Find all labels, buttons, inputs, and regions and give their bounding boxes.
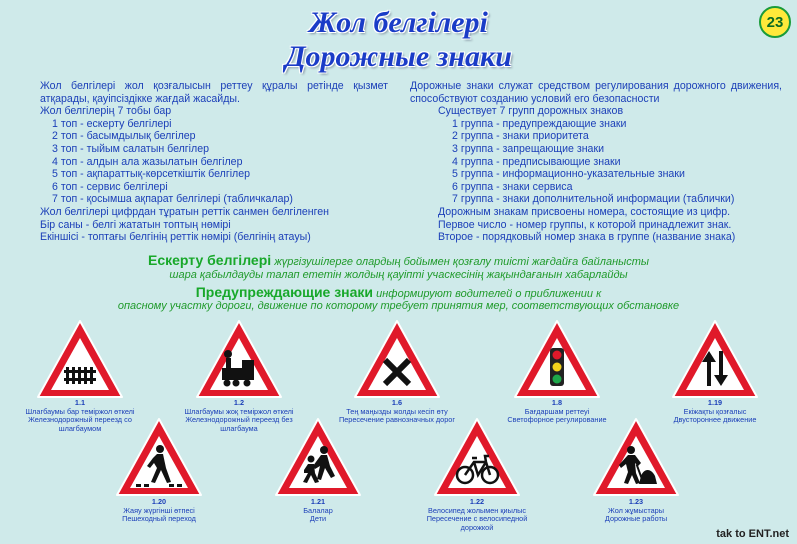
sign-number: 1.19 — [707, 398, 723, 407]
sign-name-kz: Шлагбаумы бар теміржол өткелі — [25, 406, 135, 416]
right-line: 4 группа - предписывающие знаки — [452, 155, 621, 168]
sign-number: 1.8 — [551, 398, 563, 407]
warning-kz-heading: Ескерту белгілері — [147, 252, 272, 268]
sign-number: 1.1 — [74, 398, 86, 407]
sign-1-8 — [512, 318, 602, 400]
right-line: Первое число - номер группы, к которой принадлежит знак. — [438, 218, 732, 231]
sign-name-kz: Жол жұмыстары — [608, 505, 664, 515]
sign-name-ru: Пешеходный переход — [122, 514, 196, 524]
right-line: Существует 7 групп дорожных знаков — [438, 105, 624, 118]
sign-name-ru: Дети — [309, 514, 327, 524]
sign-number: 1.2 — [233, 398, 245, 407]
warning-kz-text: жүргізушілерге олардың бойымен қозғалу тиісті жағдайға байланысты — [271, 256, 649, 268]
sign-name-ru: Пересечение с велосипедной дорожкой — [426, 514, 528, 532]
left-line: Бір саны - белгі жататын топтың нөмірі — [40, 218, 231, 231]
warning-ru-heading: Предупреждающие знаки — [195, 284, 374, 300]
sign-1-2 — [194, 318, 284, 400]
sign-name-ru: Дорожные работы — [604, 514, 668, 524]
sign-name-kz: Велосипед жолымен қиылыс — [427, 505, 527, 515]
sign-caption — [253, 498, 383, 524]
sign-name-kz: Балалар — [303, 505, 333, 515]
sign-name-ru: Железнодорожный переезд без шлагбаума — [185, 415, 293, 433]
sign-1-20 — [114, 416, 204, 498]
sign-caption — [412, 498, 542, 532]
left-line: 7 топ - қосымша ақпарат белгілері (табличкалар) — [52, 193, 293, 206]
warning-note-ru-line1 — [0, 284, 797, 300]
right-line: Дорожным знакам присвоены номера, состоящие из цифр. — [438, 205, 731, 218]
sign-name-kz: Тең маңызды жолды кесіп өту — [346, 406, 448, 416]
warning-note-ru-line2: опасному участку дороги, движение по которому требует принятия мер, соответствующих обстановке — [117, 300, 680, 312]
traffic-light-icon — [550, 348, 564, 386]
right-line: 5 группа - информационно-указательные знаки — [452, 168, 685, 181]
left-line: 5 топ - ақпараттық-көрсеткіштік белгілер — [52, 168, 251, 181]
right-line: 2 группа - знаки приоритета — [452, 130, 589, 143]
sign-caption — [94, 498, 224, 524]
sign-1-1 — [35, 318, 125, 400]
left-line: 3 топ - тыйым салатын белгілер — [52, 142, 209, 155]
sign-name-ru: Железнодорожный переезд со шлагбаумом — [28, 415, 132, 433]
right-line: 7 группа - знаки дополнительной информации (таблички) — [452, 193, 735, 206]
sign-1-23 — [591, 416, 681, 498]
sign-number: 1.23 — [628, 497, 644, 506]
sign-number: 1.6 — [391, 398, 403, 407]
sign-name-ru: Двустороннее движение — [673, 415, 757, 425]
left-line: Жол белгілерің 7 тобы бар — [40, 105, 172, 118]
left-line: 1 топ - ескерту белгілері — [52, 117, 172, 130]
title-kz: Жол белгілері — [309, 6, 488, 39]
left-line: 6 топ - сервис белгілері — [52, 180, 168, 193]
right-intro: Дорожные знаки служат средством регулирования дорожного движения, способствуют созданию условий его безопасности — [410, 80, 782, 105]
sign-caption — [571, 498, 701, 524]
sign-name-kz: Бағдаршам реттеуі — [524, 406, 590, 416]
sign-name-kz: Шлагбаумы жоқ теміржол өткелі — [184, 406, 294, 416]
left-line: 4 топ - алдын ала жазылатын белгілер — [52, 155, 243, 168]
left-line: Екіншісі - топтағы белгінің реттік нөмірі (белгінің атауы) — [40, 231, 311, 244]
warning-note-kz-line1 — [0, 252, 797, 268]
warning-ru-text: информируют водителей о приближении к — [373, 288, 602, 300]
right-line: 6 группа - знаки сервиса — [452, 180, 573, 193]
footer-watermark: tak to ENT.net — [716, 528, 789, 540]
sign-name-kz: Екіжақты қозғалыс — [683, 406, 747, 416]
left-column-kz — [40, 80, 388, 244]
barrier-crossing-icon — [64, 367, 96, 384]
sign-name-ru: Светофорное регулирование — [507, 415, 607, 425]
right-line: 3 группа - запрещающие знаки — [452, 142, 604, 155]
page-number-badge: 23 — [759, 6, 791, 38]
warning-note-kz-line2: шара қабылдауды талап ететін жолдың қауіпті учаскесінің жақындағанын хабарлайды — [169, 269, 628, 281]
right-line: Второе - порядковый номер знака в группе (название знака) — [438, 231, 736, 244]
right-column-ru — [410, 80, 782, 244]
sign-1-21 — [273, 416, 363, 498]
sign-number: 1.20 — [151, 497, 167, 506]
title-ru: Дорожные знаки — [285, 40, 512, 73]
left-line: 2 топ - басымдылық белгілер — [52, 130, 196, 143]
sign-name-kz: Жаяу жүргіншi өтпесі — [123, 505, 195, 515]
left-line: Жол белгілері цифрдан тұратын реттік санмен белгіленген — [40, 205, 330, 218]
sign-number: 1.22 — [469, 497, 485, 506]
sign-name-ru: Пересечение равнозначных дорог — [338, 415, 456, 425]
sign-1-6 — [352, 318, 442, 400]
sign-1-22 — [432, 416, 522, 498]
sign-number: 1.21 — [310, 497, 326, 506]
left-intro: Жол белгілері жол қозғалысын реттеу құралы ретінде қызмет атқарады, қауіпсіздікке жағдай жасайды. — [40, 80, 388, 105]
sign-1-19 — [670, 318, 760, 400]
right-line: 1 группа - предупреждающие знаки — [452, 117, 627, 130]
